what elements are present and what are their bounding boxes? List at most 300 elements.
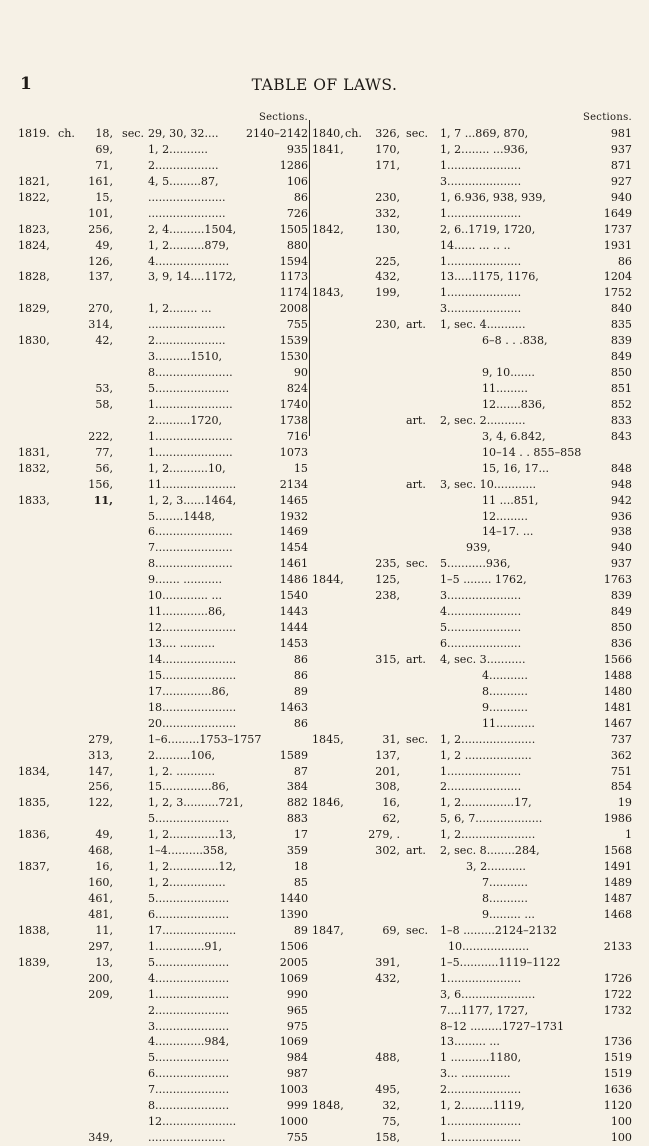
- reference-cell: 1.....................: [440, 254, 522, 268]
- section-value: 1174: [279, 286, 308, 300]
- section-value: 984: [286, 1051, 308, 1065]
- chapter-number: 302,: [375, 844, 400, 858]
- section-value: 1740: [279, 397, 308, 411]
- chapter-number: 201,: [375, 764, 400, 778]
- table-row: [312, 126, 632, 142]
- section-value: 1752: [603, 286, 632, 300]
- chapter-number: 230,: [375, 318, 400, 332]
- chapter-number: 75,: [382, 1115, 400, 1129]
- section-value: 1726: [603, 971, 632, 985]
- chapter-number: 308,: [375, 780, 400, 794]
- table-row: [18, 333, 308, 349]
- law-list: [312, 126, 632, 1146]
- chapter-number: 32,: [382, 1099, 400, 1113]
- chapter-number: 156,: [88, 477, 113, 491]
- reference-cell: 11...........: [482, 716, 535, 730]
- chapter-number: 279,: [88, 732, 113, 746]
- column-divider: [309, 120, 310, 436]
- year-cell: 1844,: [312, 573, 344, 587]
- chapter-number: 270,: [88, 302, 113, 316]
- table-row: [312, 445, 632, 461]
- section-value: 751: [610, 764, 632, 778]
- chapter-number: 222,: [88, 429, 113, 443]
- chapter-number: 199,: [375, 286, 400, 300]
- reference-cell: 8...........: [482, 892, 528, 905]
- reference-cell: 1, 2..............12,: [148, 860, 237, 874]
- section-value: 1738: [279, 413, 308, 427]
- table-row: [312, 238, 632, 254]
- page-number: 1: [20, 74, 32, 94]
- table-row: [312, 254, 632, 270]
- reference-cell: 3, sec. 10............: [440, 477, 537, 491]
- table-row: [312, 811, 632, 827]
- section-value: 1491: [603, 860, 632, 874]
- reference-cell: 12.....................: [148, 621, 237, 635]
- reference-cell: 1......................: [148, 397, 233, 411]
- table-row: [18, 716, 308, 732]
- section-value: 938: [610, 525, 632, 539]
- chapter-number: 495,: [375, 1083, 400, 1097]
- section-value: 716: [286, 429, 308, 443]
- section-value: 848: [610, 461, 632, 475]
- chapter-number: 432,: [375, 270, 400, 284]
- section-value: 927: [610, 174, 632, 188]
- reference-cell: 939,: [466, 541, 491, 555]
- section-value: 1636: [603, 1083, 632, 1097]
- reference-cell: 9, 10.......: [482, 366, 535, 380]
- reference-cell: 4...........: [482, 668, 528, 682]
- table-row: [18, 269, 308, 285]
- table-row: [312, 142, 632, 158]
- table-row: [18, 477, 308, 493]
- section-value: 1069: [279, 1035, 308, 1049]
- table-row: [312, 317, 632, 333]
- table-row: [18, 827, 308, 843]
- reference-cell: 3.....................: [440, 174, 522, 188]
- table-row: [312, 1003, 632, 1019]
- reference-cell: 1–4..........358,: [148, 844, 228, 858]
- year-cell: 1821,: [18, 174, 50, 188]
- table-row: [312, 764, 632, 780]
- reference-cell: 7...........: [482, 876, 528, 890]
- section-value: 850: [610, 621, 632, 635]
- reference-cell: 2..........106,: [148, 748, 216, 762]
- reference-cell: 5.....................: [148, 1051, 230, 1065]
- reference-cell: 12.......836,: [482, 397, 546, 411]
- year-cell: 1843,: [312, 286, 344, 300]
- sections-heading: Sections.: [258, 112, 308, 123]
- section-value: 85: [293, 876, 308, 890]
- left-column: [18, 110, 308, 1146]
- reference-cell: 1 ...........1180,: [440, 1051, 522, 1065]
- reference-cell: 1.....................: [440, 158, 522, 172]
- reference-cell: 1, 2...........10,: [148, 461, 226, 475]
- section-label: art.: [406, 844, 426, 858]
- reference-cell: 10...................: [448, 939, 530, 953]
- table-row: [312, 333, 632, 349]
- reference-cell: ......................: [148, 1131, 226, 1145]
- reference-cell: 11 ....851,: [482, 493, 539, 507]
- table-row: [312, 158, 632, 174]
- reference-cell: 1, 2...........: [148, 142, 208, 156]
- table-row: [312, 429, 632, 445]
- table-row: [18, 843, 308, 859]
- reference-cell: 1, 2........ ...: [148, 302, 212, 316]
- table-row: [18, 652, 308, 668]
- section-value: 1737: [603, 222, 632, 236]
- reference-cell: 4.....................: [440, 605, 522, 619]
- reference-cell: 1, 7 ...869, 870,: [440, 127, 529, 140]
- table-row: [312, 556, 632, 572]
- reference-cell: 8–12 .........1727–1731: [440, 1019, 564, 1033]
- reference-cell: 1, 2.....................: [440, 732, 536, 746]
- section-value: 1505: [279, 222, 308, 236]
- section-value: 755: [286, 318, 308, 332]
- section-value: 940: [610, 190, 632, 204]
- section-value: 1932: [279, 509, 308, 523]
- section-value: 100: [610, 1115, 632, 1129]
- right-column: [312, 110, 632, 1146]
- reference-cell: 3..........1510,: [148, 350, 223, 364]
- chapter-number: 18,: [95, 127, 113, 140]
- table-row: [312, 174, 632, 190]
- reference-cell: ......................: [148, 206, 226, 220]
- table-row: [312, 923, 632, 939]
- section-value: 965: [286, 1003, 308, 1017]
- reference-cell: 8......................: [148, 557, 233, 571]
- chapter-number: 49,: [95, 238, 113, 252]
- section-label: sec.: [406, 127, 428, 140]
- table-row: [312, 700, 632, 716]
- table-row: [18, 795, 308, 811]
- reference-cell: 17.....................: [148, 923, 237, 937]
- table-row: [18, 1019, 308, 1035]
- table-row: [312, 461, 632, 477]
- chapter-number: 314,: [88, 318, 113, 332]
- section-value: 1444: [279, 621, 308, 635]
- year-cell: 1838,: [18, 923, 50, 937]
- chapter-number: 235,: [375, 557, 400, 571]
- reference-cell: 3... ..............: [440, 1067, 511, 1081]
- year-cell: 1846,: [312, 796, 344, 810]
- section-value: 359: [286, 844, 308, 858]
- chapter-number: 230,: [375, 190, 400, 204]
- chapter-number: 77,: [95, 445, 113, 459]
- section-value: 1: [624, 828, 632, 842]
- chapter-number: 461,: [88, 892, 113, 905]
- table-row: [18, 1114, 308, 1130]
- section-value: 942: [610, 493, 632, 507]
- section-label: art.: [406, 652, 426, 666]
- table-row: [312, 301, 632, 317]
- section-value: 1073: [279, 445, 308, 459]
- section-value: 940: [610, 541, 632, 555]
- reference-cell: 5.....................: [148, 955, 230, 969]
- chapter-number: 42,: [95, 334, 113, 348]
- table-row: [312, 827, 632, 843]
- reference-cell: 15.....................: [148, 668, 237, 682]
- chapter-number: 468,: [88, 844, 113, 858]
- section-value: 1204: [603, 270, 632, 284]
- chapter-number: 11,: [93, 493, 113, 507]
- table-row: [18, 222, 308, 238]
- table-row: [18, 1066, 308, 1082]
- section-value: 849: [610, 605, 632, 619]
- section-value: 1487: [603, 892, 632, 905]
- table-row: [18, 556, 308, 572]
- chapter-number: 71,: [95, 158, 113, 172]
- reference-cell: 1.....................: [440, 1131, 522, 1145]
- table-row: [312, 604, 632, 620]
- reference-cell: 14...... ... .. ..: [440, 238, 511, 252]
- section-value: 1566: [603, 652, 632, 666]
- year-cell: 1834,: [18, 764, 50, 778]
- reference-cell: 2.....................: [440, 780, 522, 794]
- reference-cell: 13......... ...: [440, 1035, 500, 1049]
- reference-cell: 2..........1720,: [148, 413, 223, 427]
- year-cell: 1823,: [18, 222, 50, 236]
- section-label: sec.: [406, 923, 428, 937]
- reference-cell: 1, 2 ...................: [440, 748, 532, 762]
- table-row: [18, 158, 308, 174]
- table-row: [18, 732, 308, 748]
- reference-cell: 3.....................: [148, 1019, 230, 1033]
- reference-cell: 4, 5.........87,: [148, 174, 219, 188]
- section-value: 843: [610, 429, 632, 443]
- year-cell: 1845,: [312, 732, 344, 746]
- section-value: 835: [610, 318, 632, 332]
- section-value: 90: [293, 366, 308, 380]
- reference-cell: 3.....................: [440, 302, 522, 316]
- table-row: [312, 716, 632, 732]
- table-row: [312, 540, 632, 556]
- year-cell: 1841,: [312, 142, 344, 156]
- chapter-number: 69,: [382, 923, 400, 937]
- reference-cell: 18.....................: [148, 700, 237, 714]
- reference-cell: 1, 2.....................: [440, 828, 536, 842]
- section-value: 86: [293, 716, 308, 730]
- chapter-number: 31,: [382, 732, 400, 746]
- table-row: [312, 1130, 632, 1146]
- section-value: 871: [610, 158, 632, 172]
- section-value: 1443: [279, 605, 308, 619]
- section-value: 1486: [279, 573, 308, 587]
- section-value: 849: [610, 350, 632, 364]
- reference-cell: 3, 6.....................: [440, 987, 536, 1001]
- chapter-number: 16,: [382, 796, 400, 810]
- table-row: [312, 1098, 632, 1114]
- section-value: 86: [293, 652, 308, 666]
- table-row: [18, 381, 308, 397]
- section-value: 1461: [279, 557, 308, 571]
- section-value: 839: [610, 334, 632, 348]
- section-value: 880: [286, 238, 308, 252]
- section-value: 737: [610, 732, 632, 746]
- sections-heading: Sections.: [582, 112, 632, 123]
- table-row: [312, 285, 632, 301]
- table-row: [312, 939, 632, 955]
- reference-cell: 7......................: [148, 541, 233, 555]
- table-row: [18, 1003, 308, 1019]
- reference-cell: 6.....................: [440, 637, 522, 650]
- section-value: 1390: [279, 907, 308, 921]
- chapter-number: 209,: [88, 987, 113, 1001]
- reference-cell: 13.....1175, 1176,: [440, 270, 539, 284]
- section-value: 1003: [279, 1083, 308, 1097]
- section-value: 1931: [603, 238, 632, 252]
- section-value: 987: [286, 1067, 308, 1081]
- table-row: [18, 206, 308, 222]
- reference-cell: 4.....................: [148, 254, 230, 268]
- section-value: 851: [610, 382, 632, 395]
- reference-cell: 3, 4, 6.842,: [482, 429, 546, 443]
- table-row: [312, 572, 632, 588]
- section-value: 999: [286, 1099, 308, 1113]
- section-value: 2008: [279, 302, 308, 316]
- section-value: 100: [610, 1131, 632, 1145]
- table-row: [18, 939, 308, 955]
- table-row: [18, 493, 308, 509]
- year-cell: 1839,: [18, 955, 50, 969]
- chapter-number: 13,: [95, 955, 113, 969]
- section-value: 1120: [603, 1099, 632, 1113]
- table-row: [18, 254, 308, 270]
- reference-cell: 1–8 .........2124–2132: [440, 923, 557, 937]
- year-cell: 1837,: [18, 860, 50, 874]
- section-value: 106: [286, 174, 308, 188]
- table-row: [312, 620, 632, 636]
- chapter-number: 16,: [95, 860, 113, 874]
- table-row: [312, 269, 632, 285]
- table-row: [312, 843, 632, 859]
- section-label: sec.: [406, 732, 428, 746]
- reference-cell: 1–6.........1753–1757: [148, 732, 262, 746]
- section-value: 755: [286, 1131, 308, 1145]
- table-row: [312, 509, 632, 525]
- chapter-number: 171,: [375, 158, 400, 172]
- section-value: 990: [286, 987, 308, 1001]
- reference-cell: 15..............86,: [148, 780, 230, 794]
- chapter-number: 238,: [375, 589, 400, 603]
- section-value: 1732: [603, 1003, 632, 1017]
- reference-cell: 1.....................: [440, 206, 522, 220]
- reference-cell: 12.........: [482, 509, 528, 523]
- section-value: 1488: [603, 668, 632, 682]
- section-value: 1481: [603, 700, 632, 714]
- section-value: 1286: [279, 158, 308, 172]
- reference-cell: 1, sec. 4...........: [440, 318, 526, 332]
- table-row: [312, 652, 632, 668]
- year-cell: 1840,: [312, 127, 344, 140]
- table-row: [312, 748, 632, 764]
- table-row: [312, 1082, 632, 1098]
- section-value: 1539: [279, 334, 308, 348]
- table-row: [18, 413, 308, 429]
- table-row: [312, 190, 632, 206]
- chapter-number: 332,: [375, 206, 400, 220]
- reference-cell: 3.....................: [440, 589, 522, 603]
- section-value: 17: [293, 828, 308, 842]
- section-label: sec.: [406, 557, 428, 571]
- chapter-number: 58,: [95, 397, 113, 411]
- chapter-number: 256,: [88, 222, 113, 236]
- year-cell: 1836,: [18, 828, 50, 842]
- reference-cell: 29, 30, 32....: [148, 127, 219, 140]
- section-value: 86: [293, 668, 308, 682]
- reference-cell: 1, 2..........879,: [148, 238, 230, 252]
- section-value: 1722: [603, 987, 632, 1001]
- year-cell: 1830,: [18, 334, 50, 348]
- year-cell: 1828,: [18, 270, 50, 284]
- section-value: 18: [293, 860, 308, 874]
- table-row: [312, 1019, 632, 1035]
- section-value: 824: [286, 382, 308, 395]
- reference-cell: 5.....................: [148, 382, 230, 395]
- section-value: 1453: [279, 637, 308, 650]
- chapter-number: 297,: [88, 939, 113, 953]
- reference-cell: 1......................: [148, 445, 233, 459]
- reference-cell: 1–5 ........ 1762,: [440, 573, 527, 587]
- chapter-number: 130,: [375, 222, 400, 236]
- chapter-label: ch.: [58, 127, 75, 140]
- page-header: [0, 72, 649, 102]
- table-row: [312, 365, 632, 381]
- section-value: 840: [610, 302, 632, 316]
- table-row: [18, 891, 308, 907]
- reference-cell: 9......... ...: [482, 907, 535, 921]
- reference-cell: ......................: [148, 190, 226, 204]
- section-label: art.: [406, 318, 426, 332]
- chapter-number: 126,: [88, 254, 113, 268]
- section-value: 2140–2142: [245, 127, 308, 140]
- reference-cell: 6–8 . . .838,: [482, 334, 548, 348]
- section-value: 1986: [603, 812, 632, 826]
- chapter-number: 315,: [375, 652, 400, 666]
- reference-cell: 4, sec. 3...........: [440, 652, 526, 666]
- chapter-number: 11,: [95, 923, 113, 937]
- year-cell: 1833,: [18, 493, 50, 507]
- reference-cell: 2.....................: [440, 1083, 522, 1097]
- section-value: 87: [293, 764, 308, 778]
- section-value: 1440: [279, 892, 308, 905]
- table-row: [18, 748, 308, 764]
- table-row: [18, 1098, 308, 1114]
- section-value: 726: [286, 206, 308, 220]
- section-label: art.: [406, 477, 426, 491]
- table-row: [18, 764, 308, 780]
- reference-cell: 6.....................: [148, 1067, 230, 1081]
- chapter-number: 326,: [375, 127, 400, 140]
- section-value: 1589: [279, 748, 308, 762]
- table-row: [18, 461, 308, 477]
- table-row: [18, 955, 308, 971]
- reference-cell: 20.....................: [148, 716, 237, 730]
- reference-cell: 1......................: [148, 429, 233, 443]
- section-value: 937: [610, 557, 632, 571]
- reference-cell: 2.....................: [148, 1003, 230, 1017]
- reference-cell: 10............. ...: [148, 589, 223, 603]
- reference-cell: 11.........: [482, 382, 528, 395]
- reference-cell: 2, 4..........1504,: [148, 222, 237, 236]
- table-row: [312, 349, 632, 365]
- table-row: [18, 285, 308, 301]
- section-value: 86: [293, 190, 308, 204]
- table-row: [18, 509, 308, 525]
- year-cell: 1842,: [312, 222, 344, 236]
- reference-cell: 13.... ..........: [148, 637, 216, 650]
- table-row: [312, 524, 632, 540]
- reference-cell: 14–17. ...: [482, 525, 534, 539]
